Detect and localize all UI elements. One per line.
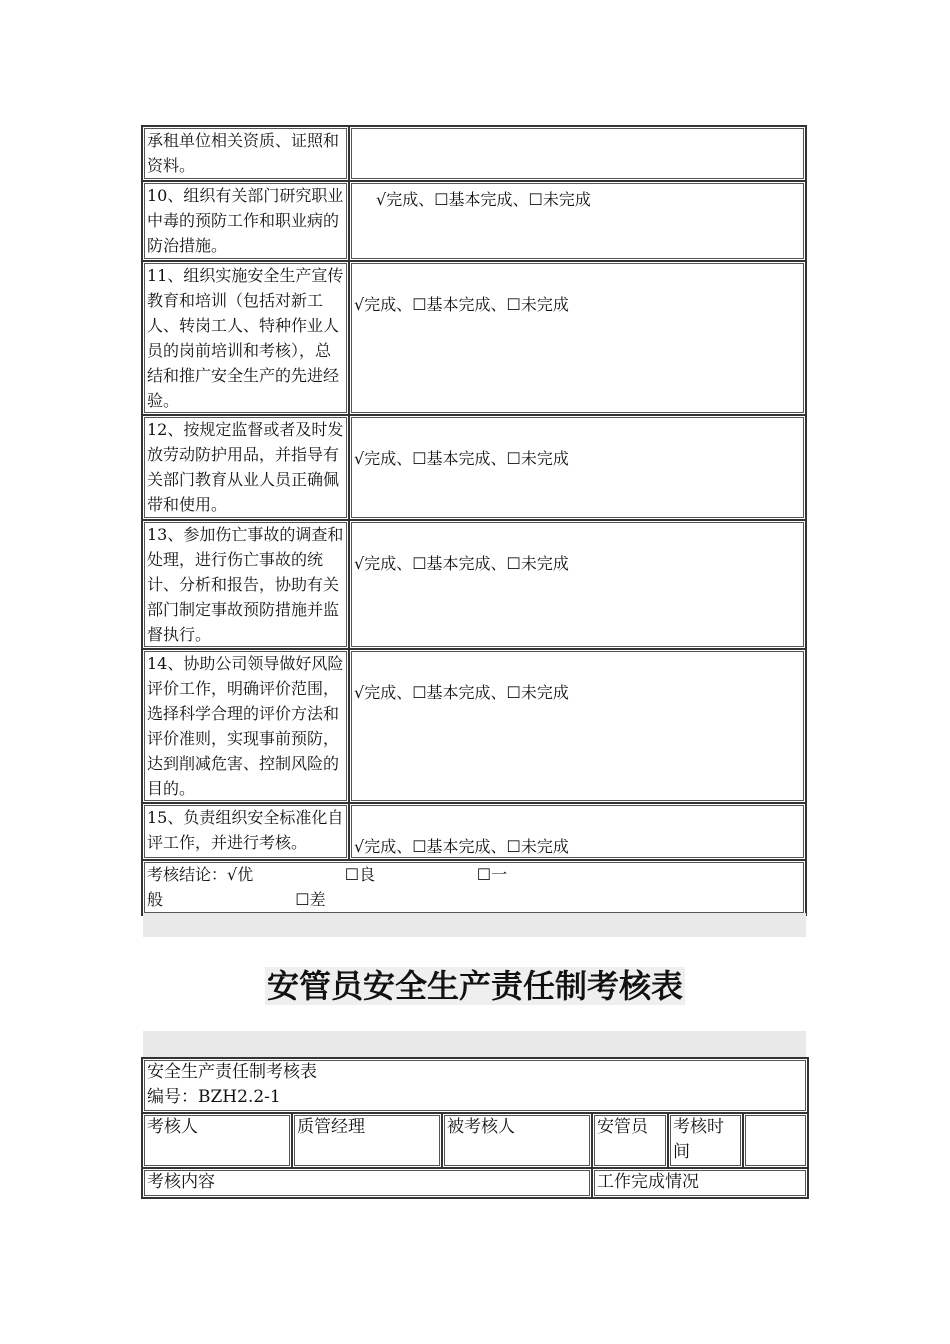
status-cell: [349, 181, 806, 261]
examiner-value: 质管经理: [292, 1113, 442, 1168]
conclusion-row: [142, 860, 806, 915]
time-label: 考核时间: [668, 1113, 743, 1168]
assessment-table-continued: [141, 125, 807, 916]
table-row: [142, 1113, 808, 1168]
table-row: [142, 181, 806, 261]
completion-status: √完成、☐基本完成、☐未完成: [354, 449, 569, 468]
status-cell: [349, 803, 806, 860]
completion-status: √完成、☐基本完成、☐未完成: [354, 554, 569, 573]
assessment-table-header: [141, 1057, 809, 1199]
table-row: [142, 649, 806, 803]
item-cell: 12、按规定监督或者及时发放劳动防护用品，并指导有关部门教育从业人员正确佩带和使用。: [142, 415, 349, 520]
table-row: [142, 1058, 808, 1113]
status-cell: [349, 126, 806, 181]
time-value: [743, 1113, 808, 1168]
item-cell: 13、参加伤亡事故的调查和处理，进行伤亡事故的统计、分析和报告，协助有关部门制定事故预防措施并监督执行。: [142, 520, 349, 649]
examiner-label: 考核人: [142, 1113, 292, 1168]
conclusion-cell: [142, 860, 806, 915]
item-cell: 11、组织实施安全生产宣传教育和培训（包括对新工人、转岗工人、特种作业人员的岗前培训和考核），总结和推广安全生产的先进经验。: [142, 261, 349, 415]
status-cell: [349, 415, 806, 520]
status-cell: [349, 261, 806, 415]
section-band: [143, 913, 806, 937]
form-name: 安全生产责任制考核表: [147, 1062, 317, 1082]
status-cell: [349, 649, 806, 803]
table-row: [142, 126, 806, 181]
conclusion-line: 考核结论：√优 ☐良 ☐一: [147, 865, 508, 884]
table-row: [142, 415, 806, 520]
conclusion-line: 般 ☐差: [147, 890, 326, 909]
status-cell: [349, 520, 806, 649]
completion-status: √完成、☐基本完成、☐未完成: [354, 837, 569, 856]
item-cell: 承租单位相关资质、证照和资料。: [142, 126, 349, 181]
form-number: 编号：BZH2.2-1: [147, 1087, 281, 1107]
item-cell: 10、组织有关部门研究职业中毒的预防工作和职业病的防治措施。: [142, 181, 349, 261]
examinee-label: 被考核人: [442, 1113, 592, 1168]
table-row: [142, 1168, 808, 1198]
item-cell: 14、协助公司领导做好风险评价工作，明确评价范围，选择科学合理的评价方法和评价准则，实现事前预防，达到削减危害、控制风险的目的。: [142, 649, 349, 803]
form-header-cell: [142, 1058, 808, 1113]
completion-status: √完成、☐基本完成、☐未完成: [354, 295, 569, 314]
table-row: [142, 520, 806, 649]
completion-status: √完成、☐基本完成、☐未完成: [354, 683, 569, 702]
examinee-value: 安管员: [592, 1113, 668, 1168]
table-row: [142, 803, 806, 860]
table-row: [142, 261, 806, 415]
section-band: [143, 1031, 806, 1057]
content-label: 考核内容: [142, 1168, 592, 1198]
page-title: 安管员安全生产责任制考核表: [266, 967, 683, 1005]
completion-status: √完成、☐基本完成、☐未完成: [376, 190, 591, 209]
item-cell: 15、负责组织安全标准化自评工作，并进行考核。: [142, 803, 349, 860]
completion-label: 工作完成情况: [592, 1168, 808, 1198]
